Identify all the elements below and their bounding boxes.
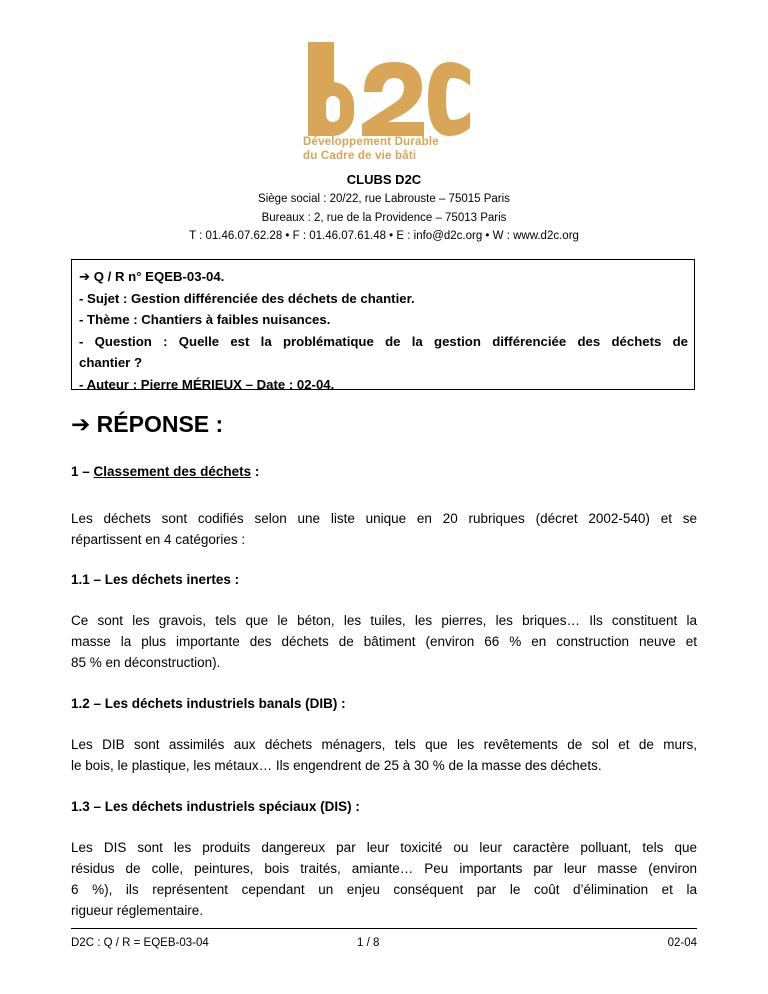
footer-divider xyxy=(71,928,697,929)
arrow-right-icon: ➔ xyxy=(71,411,91,437)
section1-number: 1 – xyxy=(71,464,90,479)
section1-intro-line2: répartissent en 4 catégories : xyxy=(71,532,246,547)
arrow-right-icon: ➔ xyxy=(79,269,91,284)
contact-line: T : 01.46.07.62.28 • F : 01.46.07.61.48 • E : info@d2c.org • W : www.d2c.org xyxy=(189,230,579,242)
qr-author: - Auteur : Pierre MÉRIEUX – Date : 02-04. xyxy=(79,376,335,392)
qr-subject: - Sujet : Gestion différenciée des déchets de chantier. xyxy=(79,290,415,306)
section12-line1: Les DIB sont assimilés aux déchets ménagers, tels que les revêtements de sol et de murs, xyxy=(71,737,697,752)
address-offices: Bureaux : 2, rue de la Providence – 75013 Paris xyxy=(261,212,507,224)
org-name: CLUBS D2C xyxy=(346,172,422,187)
section13-line1: Les DIS sont les produits dangereux par leur toxicité ou leur caractère polluant, tels que xyxy=(71,840,697,855)
footer-page-number: 1 / 8 xyxy=(357,937,380,949)
logo-tagline-line1: Développement Durable xyxy=(303,136,439,148)
section13-line3: 6 %), ils représentent cependant un enjeu conséquent par le coût d’élimination et la xyxy=(71,882,697,897)
address-headquarters: Siège social : 20/22, rue Labrouste – 75015 Paris xyxy=(258,193,510,205)
section1-intro-line1: Les déchets sont codifiés selon une liste unique en 20 rubriques (décret 2002-540) et se xyxy=(71,511,697,526)
section1-title: Classement des déchets xyxy=(93,464,252,479)
section11-heading: 1.1 – Les déchets inertes : xyxy=(71,572,240,587)
qr-question-line1: - Question : Quelle est la problématique de la gestion différenciée des déchets de xyxy=(79,333,688,349)
logo-tagline-line2: du Cadre de vie bâti xyxy=(303,150,417,162)
qr-theme: - Thème : Chantiers à faibles nuisances. xyxy=(79,312,331,327)
footer-date: 02-04 xyxy=(667,937,697,949)
section11-line1: Ce sont les gravois, tels que le béton, les tuiles, les pierres, les briques… Ils constituent la xyxy=(71,613,697,628)
footer-reference: D2C : Q / R = EQEB-03-04 xyxy=(71,937,209,949)
section11-line3: 85 % en déconstruction). xyxy=(71,655,221,670)
qr-reference xyxy=(79,266,688,288)
qr-question-line2: chantier ? xyxy=(79,355,143,370)
section13-line2: résidus de colle, peintures, bois traités, amiante… Peu importants par leur masse (environ xyxy=(71,861,697,876)
section1-suffix: : xyxy=(251,464,260,479)
section1-heading xyxy=(71,461,697,482)
section13-line4: rigueur réglementaire. xyxy=(71,903,204,918)
section13-heading: 1.3 – Les déchets industriels spéciaux (DIS) : xyxy=(71,799,360,814)
qr-info-box xyxy=(71,259,695,390)
answer-title-text: RÉPONSE : xyxy=(96,411,224,437)
answer-title xyxy=(71,411,223,438)
section12-heading: 1.2 – Les déchets industriels banals (DIB) : xyxy=(71,696,346,711)
section11-line2: masse la plus importante des déchets de bâtiment (environ 66 % en construction neuve et xyxy=(71,634,697,649)
section12-line2: le bois, le plastique, les métaux… Ils engendrent de 25 à 30 % de la masse des déchets. xyxy=(71,758,602,773)
qr-reference-text: Q / R n° EQEB-03-04. xyxy=(93,269,225,284)
